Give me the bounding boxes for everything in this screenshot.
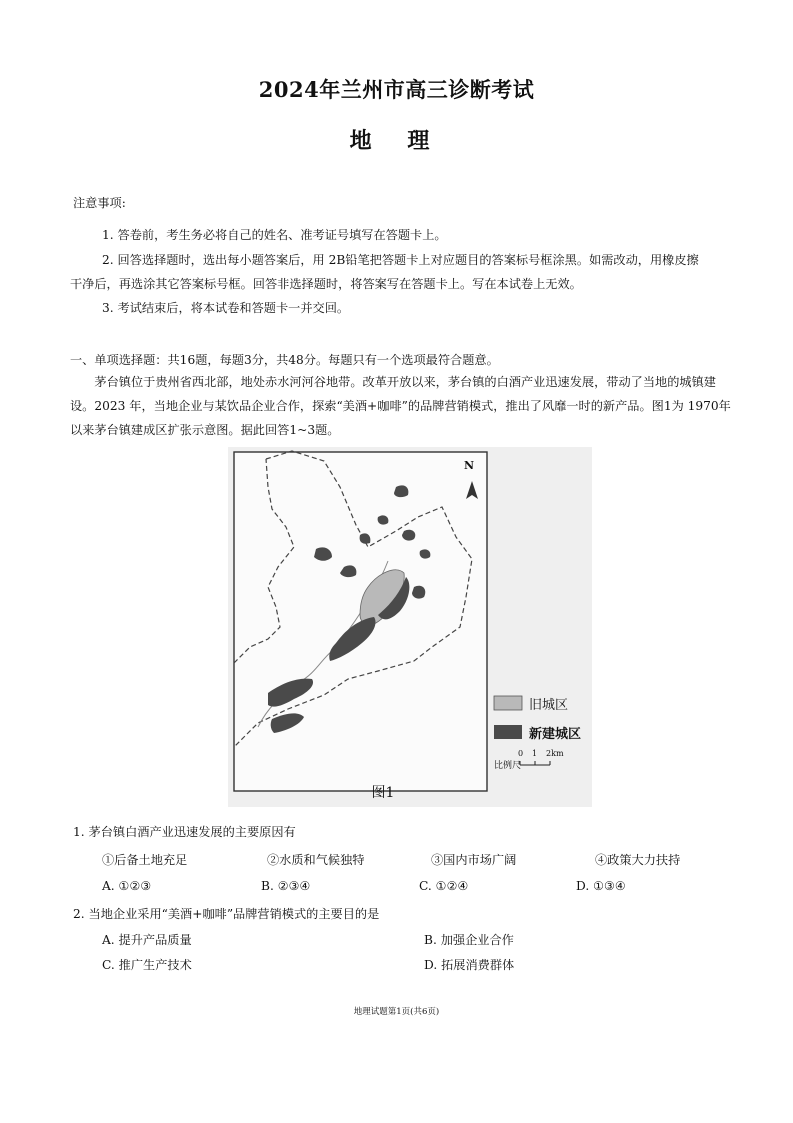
figure-caption: 图1 xyxy=(371,785,395,801)
legend-new-label: 新建城区 xyxy=(529,727,582,742)
scale-tick-2: 2km xyxy=(546,749,564,758)
scale-tick-0: 0 xyxy=(518,749,524,758)
page-footer: 地理试题第1页(共6页) xyxy=(353,1007,440,1017)
q2-option-d: D. 拓展消费群体 xyxy=(424,958,515,972)
figure-1 xyxy=(228,447,592,807)
q1-statement-3: ③国内市场广阔 xyxy=(431,853,517,867)
notice-item-2: 2. 回答选择题时，选出每小题答案后，用 2B铅笔把答题卡上对应题目的答案标号框涂黑。如需改动，用橡皮擦 xyxy=(102,253,699,267)
scale-tick-1: 1 xyxy=(532,749,538,758)
new-town-area xyxy=(412,586,425,599)
notice-item-1: 1. 答卷前，考生务必将自己的姓名、准考证号填写在答题卡上。 xyxy=(102,228,447,242)
notice-item-2-cont: 干净后，再选涂其它答案标号框。回答非选择题时，将答案写在答题卡上。写在本试卷上无效。 xyxy=(70,277,582,291)
section-heading: 一、单项选择题：共16题，每题3分，共48分。每题只有一个选项最符合题意。 xyxy=(70,353,499,367)
notice-heading: 注意事项: xyxy=(73,196,126,210)
q1-option-a: A. ①②③ xyxy=(102,879,152,893)
exam-title: 2024年兰州市高三诊断考试 xyxy=(258,77,535,102)
new-town-area xyxy=(394,485,408,497)
q1-option-d: D. ①③④ xyxy=(576,879,626,893)
urban-expansion-map xyxy=(228,447,592,807)
q1-option-b: B. ②③④ xyxy=(261,879,311,893)
question-1-stem: 1. 茅台镇白酒产业迅速发展的主要原因有 xyxy=(73,825,296,839)
q1-statement-1: ①后备土地充足 xyxy=(102,853,188,867)
notice-item-3: 3. 考试结束后，将本试卷和答题卡一并交回。 xyxy=(102,301,350,315)
legend-swatch-new xyxy=(494,725,522,739)
q2-option-c: C. 推广生产技术 xyxy=(102,958,192,972)
q2-option-a: A. 提升产品质量 xyxy=(102,933,192,947)
q2-option-b: B. 加强企业合作 xyxy=(424,933,514,947)
north-label: N xyxy=(464,459,475,472)
scale-label: 比例尺 xyxy=(494,761,522,771)
q1-statement-4: ④政策大力扶持 xyxy=(595,853,681,867)
question-2-stem: 2. 当地企业采用“美酒+咖啡”品牌营销模式的主要目的是 xyxy=(73,907,380,921)
subject-title: 地 理 xyxy=(349,128,444,154)
q1-option-c: C. ①②④ xyxy=(419,879,469,893)
passage: 茅台镇位于贵州省西北部，地处赤水河河谷地带。改革开放以来，茅台镇的白酒产业迅速发展，带动了当地的城镇建设。2023 年，当地企业与某饮品企业合作，探索“美酒+咖啡”的品牌营销模式，推出了风靡一时的新产品。图1为 1970年以来茅台镇建成区扩张示意图。据此回答1~3题。 xyxy=(70,375,731,437)
legend-old-label: 旧城区 xyxy=(529,698,569,713)
q1-statement-2: ②水质和气候独特 xyxy=(267,853,365,867)
legend-swatch-old xyxy=(494,696,522,710)
